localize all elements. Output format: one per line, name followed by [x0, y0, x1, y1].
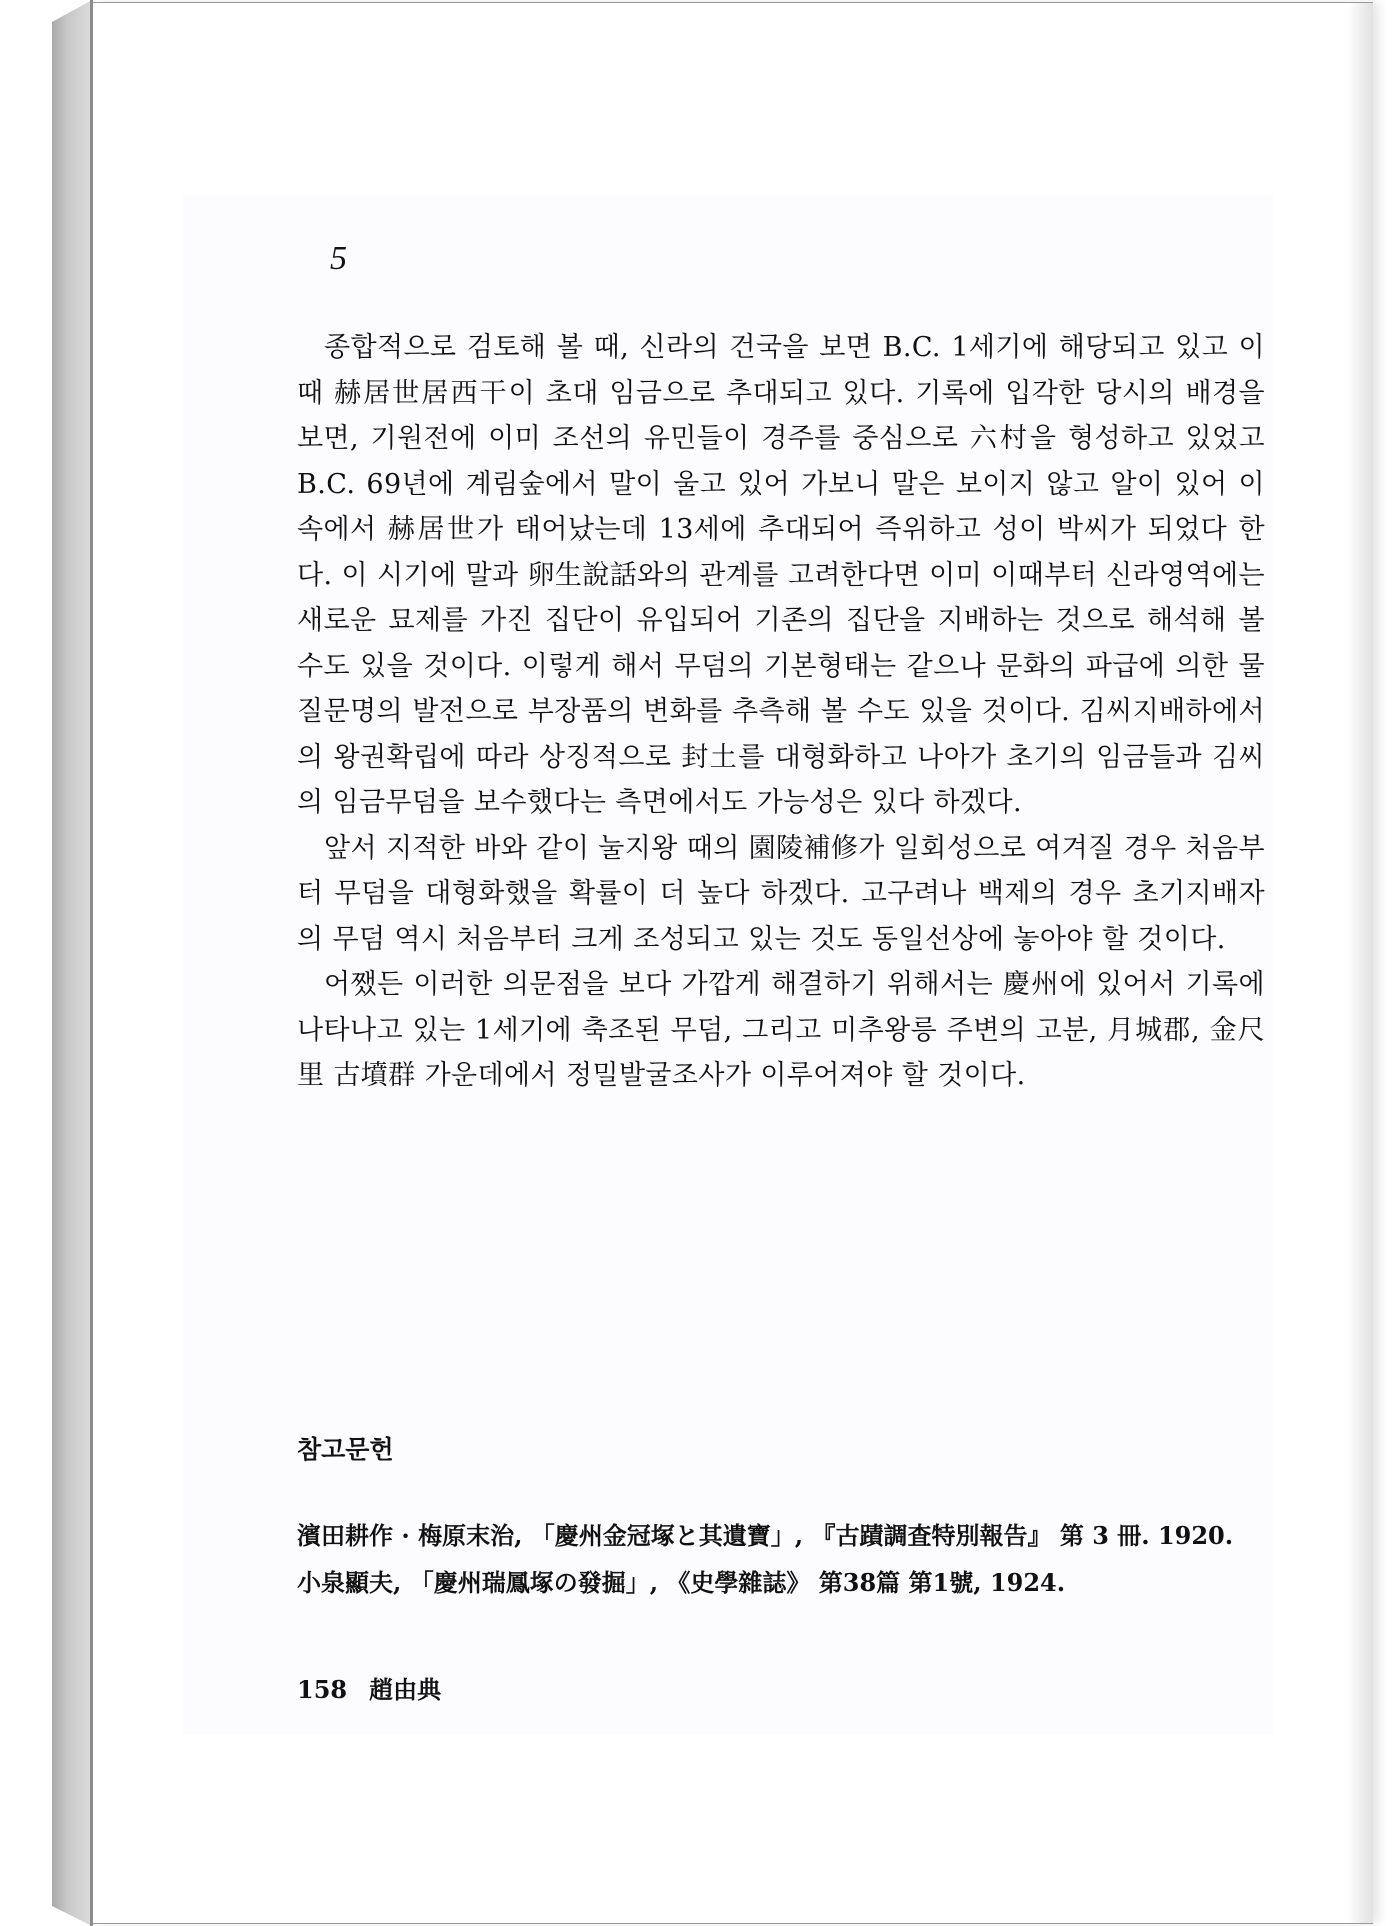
page-number: 158: [297, 1675, 348, 1704]
author-name: 趙由典: [369, 1675, 442, 1704]
references-title: 참고문헌: [297, 1435, 394, 1464]
references-list: [297, 1516, 1265, 1610]
page-footer: [297, 1670, 441, 1705]
section-number: 5: [330, 240, 347, 277]
paragraph: 종합적으로 검토해 볼 때, 신라의 건국을 보면 B.C. 1세기에 해당되고 있고 이때 赫居世居西干이 초대 임금으로 추대되고 있다. 기록에 입각한 당시의 배경을 보면, 기원전에 이미 조선의 유민들이 경주를 중심으로 六村을 형성하고 있었고 B.C. 69년에 계림숲에서 말이 울고 있어 가보니 말은 보이지 않고 알이 있어 이 속에서 赫居世가 태어났는데 13세에 추대되어 즉위하고 성이 박씨가 되었다 한다. 이 시기에 말과 卵生說話와의 관계를 고려한다면 이미 이때부터 신라영역에는 새로운 묘제를 가진 집단이 유입되어 기존의 집단을 지배하는 것으로 해석해 볼 수도 있을 것이다. 이렇게 해서 무덤의 기본형태는 같으나 문화의 파급에 의한 물질문명의 발전으로 부장품의 변화를 추측해 볼 수도 있을 것이다. 김씨지배하에서의 왕권확립에 따라 상징적으로 封土를 대형화하고 나아가 초기의 임금들과 김씨의 임금무덤을 보수했다는 측면에서도 가능성은 있다 하겠다.: [297, 332, 1265, 818]
reference-item: 小泉顯夫, 「慶州瑞鳳塚の發掘」, 《史學雜誌》 第38篇 第1號, 1924.: [297, 1568, 1066, 1597]
book-spine: [52, 0, 92, 1926]
reference-item: 濱田耕作 · 梅原末治, 「慶州金冠塚と其遺寶」, 『古蹟調査特別報告』 第 3 冊. 1920.: [297, 1521, 1234, 1550]
paragraph: 앞서 지적한 바와 같이 눌지왕 때의 園陵補修가 일회성으로 여겨질 경우 처음부터 무덤을 대형화했을 확률이 더 높다 하겠다. 고구려나 백제의 경우 초기지배자의 무덤 역시 처음부터 크게 조성되고 있는 것도 동일선상에 놓아야 할 것이다.: [297, 832, 1265, 955]
paragraph: 어쨌든 이러한 의문점을 보다 가깝게 해결하기 위해서는 慶州에 있어서 기록에 나타나고 있는 1세기에 축조된 무덤, 그리고 미추왕릉 주변의 고분, 月城郡, 金尺里 古墳群 가운데에서 정밀발굴조사가 이루어져야 할 것이다.: [297, 969, 1265, 1091]
body-text: [297, 325, 1265, 1099]
page-edge-shade: [1347, 3, 1373, 1923]
